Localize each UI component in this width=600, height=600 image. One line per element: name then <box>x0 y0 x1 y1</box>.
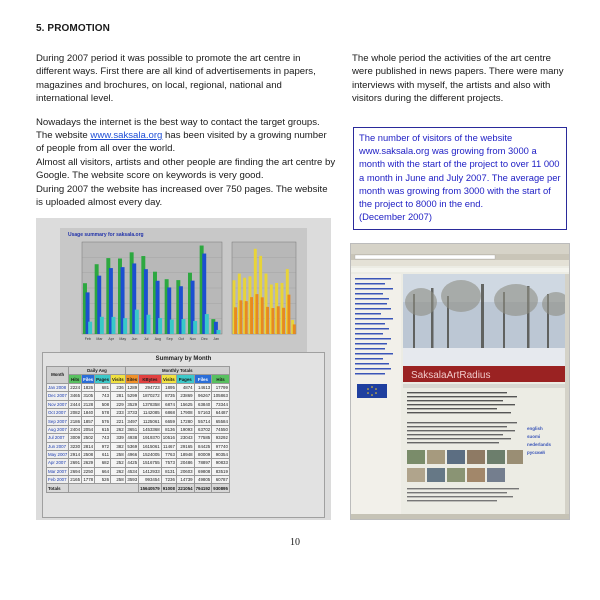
month-cell[interactable]: Jul 2007 <box>47 434 69 442</box>
table-cell: 73344 <box>212 400 230 408</box>
totals-cell: 930895 <box>213 485 228 491</box>
table-cell: 682 <box>95 459 111 467</box>
month-cell[interactable]: Jan 2008 <box>47 383 69 391</box>
lang-english[interactable]: english <box>527 426 543 431</box>
table-cell: 11467 <box>163 443 175 449</box>
table-cell: 2814 <box>83 443 94 449</box>
table-cell: 2054 <box>83 426 94 432</box>
table-cell: 252 <box>111 459 126 467</box>
table-cell: 3105 <box>83 393 94 399</box>
table-cell: 93292 <box>212 434 230 442</box>
table-cell: 3465 <box>70 393 81 399</box>
table-cell: 339 <box>111 434 126 442</box>
paragraph-internet-before: Nowadays the internet is the best way to contact the target groups. The website <box>36 116 320 142</box>
table-cell: 55714 <box>194 417 212 425</box>
paragraph-internet-after: has been visited by a growing number of people from all over the world. <box>36 130 327 155</box>
table-cell: 281 <box>111 392 126 400</box>
web-statistics-image <box>36 218 331 520</box>
table-cell: 6868 <box>161 408 176 416</box>
table-cell: 2629 <box>83 460 94 466</box>
bar-right-series-1-Apr <box>245 301 248 334</box>
lang-suomi[interactable]: suomi <box>527 434 541 439</box>
monthly-sites-header: Sites <box>126 376 138 382</box>
table-cell: 294723 <box>139 383 162 391</box>
bar-right-series-1-Aug <box>266 307 269 334</box>
table-cell: 1895 <box>161 383 176 391</box>
website-screenshot-art <box>351 244 570 520</box>
table-cell: 17280 <box>176 417 194 425</box>
table-cell: 1826 <box>83 384 94 390</box>
monthly-kbytes-header: KBytes <box>139 375 162 383</box>
bar-right-series-1-Dec <box>287 295 290 334</box>
table-cell: 80009 <box>194 450 212 458</box>
bar-left-series-2-Aug <box>158 318 162 334</box>
table-cell: 90833 <box>212 459 230 467</box>
table-cell: 20486 <box>176 459 194 467</box>
bar-left-series-2-Mar <box>100 317 104 334</box>
x-tick-label: May <box>119 337 127 341</box>
table-row <box>47 408 230 416</box>
table-cell: 90354 <box>212 450 230 458</box>
bar-right-series-1-May <box>250 297 253 334</box>
bar-right-series-1-Nov <box>282 308 285 334</box>
table-cell: 1516755 <box>139 459 162 467</box>
table-cell: 18948 <box>176 450 194 458</box>
table-cell: 2404 <box>70 426 81 432</box>
daily-visits-header: Visits <box>112 376 124 382</box>
table-cell: 2250 <box>83 468 94 474</box>
table-cell: 23043 <box>176 434 194 442</box>
bar-right-series-1-Sep <box>271 308 274 334</box>
x-tick-label: Mar <box>96 337 103 341</box>
table-cell: 7763 <box>161 450 176 458</box>
paragraph-website-pages: During 2007 the website has increased over 750 pages. The website is uploaded almost every day. <box>36 183 328 209</box>
table-cell: 69808 <box>194 467 212 475</box>
table-cell: 508 <box>95 400 111 408</box>
table-cell: 664 <box>95 467 111 475</box>
totals-cell: 794192 <box>195 485 211 491</box>
table-cell: 96267 <box>194 392 212 400</box>
month-cell[interactable]: Jun 2007 <box>47 442 69 450</box>
table-cell: 258 <box>111 450 126 458</box>
table-cell: 4966 <box>125 450 139 458</box>
page-number: 10 <box>290 537 300 548</box>
totals-label: Totals <box>47 484 69 492</box>
x-tick-label: Feb <box>84 337 91 341</box>
daily-files-header: Files <box>83 376 94 382</box>
paragraph-promotion: During 2007 period it was possible to promote the art centre in different ways. First there are all kind of advertisements in papers, magazines and brochures, on local, regional, national and international level. <box>36 53 316 105</box>
table-row <box>47 467 230 475</box>
callout-text: The number of visitors of the website www.saksala.org was growing from 3000 a month with the start of the project to over 11 000 a month in June and July 2007. The average per month was growing from 3000 with the start of the project to 8000 in the end. <box>359 132 561 210</box>
table-cell: 60787 <box>212 476 230 484</box>
daily-avg-header: Daily Avg <box>69 367 125 375</box>
table-cell: 262 <box>111 467 126 475</box>
table-cell: 743 <box>95 434 111 442</box>
x-tick-label: Sep <box>166 337 173 341</box>
paragraph-news-papers: The whole period the activities of the art centre were published in news papers. There were many interviews with myself, the artists and also with visitors during the different projects. <box>352 53 564 105</box>
monthly-totals-header: Monthly Totals <box>125 367 229 375</box>
summary-title: Summary by Month <box>155 356 212 362</box>
table-cell: 576 <box>95 417 111 425</box>
table-cell: 3230 <box>70 443 81 449</box>
monthly-pages-header: Pages <box>176 375 194 383</box>
lang-nederlands[interactable]: nederlands <box>527 442 552 447</box>
table-cell: 63840 <box>194 400 212 408</box>
table-cell: 1524005 <box>139 450 162 458</box>
table-cell: 78897 <box>194 459 212 467</box>
totals-spacer <box>69 484 139 492</box>
lang-russian[interactable]: русский <box>527 450 545 455</box>
table-cell: 3733 <box>125 408 139 416</box>
summary-by-month <box>42 352 325 518</box>
table-cell: 7573 <box>161 459 176 467</box>
table-cell: 2691 <box>70 460 81 466</box>
table-cell: 526 <box>95 476 111 484</box>
daily-hits-header: Hits <box>69 375 82 383</box>
table-cell: 3497 <box>125 417 139 425</box>
table-cell: 681 <box>95 383 111 391</box>
table-cell: 993454 <box>139 476 162 484</box>
table-cell: 1778 <box>83 477 94 483</box>
section-heading: 5. PROMOTION <box>36 23 110 34</box>
table-cell: 4534 <box>125 467 139 475</box>
table-cell: 97740 <box>212 442 230 450</box>
table-cell: 3009 <box>70 435 81 441</box>
totals-cell: 91008 <box>162 485 175 491</box>
table-cell: 615 <box>95 425 111 433</box>
month-cell[interactable]: Feb 2007 <box>47 476 69 484</box>
table-cell: 382 <box>111 442 126 450</box>
table-cell: 743 <box>95 392 111 400</box>
saksala-website-link[interactable]: www.saksala.org <box>90 130 163 142</box>
month-cell[interactable]: Dec 2007 <box>48 393 67 399</box>
month-cell[interactable]: Mar 2007 <box>47 467 69 475</box>
bar-right-series-1-Jul <box>261 297 264 334</box>
website-logo-text: SaksalaArtRadius <box>411 370 491 381</box>
monthly-files-header: Files <box>194 375 212 383</box>
table-row <box>47 383 230 391</box>
paragraph-internet <box>36 116 336 210</box>
totals-row <box>47 484 230 492</box>
bar-left-series-2-Jul <box>146 315 150 334</box>
bar-left-series-2-Feb <box>88 322 92 334</box>
table-cell: 1412933 <box>139 467 162 475</box>
table-cell: 1378358 <box>139 400 162 408</box>
bar-left-series-2-May <box>123 318 127 334</box>
table-cell: 2165 <box>70 477 81 483</box>
table-cell: 2508 <box>83 452 94 458</box>
table-cell: 8131 <box>161 467 176 475</box>
col-month-header: Month <box>47 367 69 384</box>
table-cell: 972 <box>95 442 111 450</box>
x-tick-label: Aug <box>154 337 162 341</box>
table-cell: 4874 <box>176 383 194 391</box>
table-cell: 14613 <box>194 383 212 391</box>
table-cell: 1142085 <box>139 408 162 416</box>
x-tick-label: Dec <box>201 337 208 341</box>
table-cell: 3529 <box>125 400 139 408</box>
bar-left-series-2-Dec <box>205 314 209 334</box>
table-cell: 221 <box>111 417 126 425</box>
x-tick-label: Jan <box>213 337 220 341</box>
table-row <box>47 425 230 433</box>
bar-left-series-2-Sep <box>170 320 174 334</box>
chart-title: Usage summary for saksala.org <box>68 232 144 238</box>
bar-left-series-2-Apr <box>111 317 115 334</box>
x-tick-label: Oct <box>178 337 184 341</box>
table-cell: 23869 <box>176 392 194 400</box>
callout-date: (December 2007) <box>359 211 432 223</box>
table-row <box>47 459 230 467</box>
table-cell: 1453368 <box>139 425 162 433</box>
table-cell: 2444 <box>70 401 81 407</box>
table-cell: 19093 <box>176 425 194 433</box>
paragraph-google: Almost all visitors, artists and other people are finding the art centre by Google. The website score on keywords is very good. <box>36 156 336 182</box>
month-cell[interactable]: Apr 2007 <box>47 459 69 467</box>
table-cell: 2186 <box>70 418 81 424</box>
month-cell[interactable]: Aug 2007 <box>48 426 67 432</box>
table-cell: 3593 <box>125 476 139 484</box>
table-cell: 2128 <box>83 401 94 407</box>
table-cell: 5369 <box>125 442 139 450</box>
table-cell: 1840 <box>83 410 94 416</box>
table-cell: 1615061 <box>139 442 162 450</box>
table-cell: 63702 <box>194 425 212 433</box>
table-row <box>47 476 230 484</box>
x-tick-label: Nov <box>189 337 197 341</box>
summary-table <box>46 366 230 493</box>
totals-cell: 15640579 <box>140 485 160 491</box>
table-cell: 229 <box>111 400 126 408</box>
table-cell: 83519 <box>212 467 230 475</box>
bar-right-series-1-Mar <box>239 300 242 334</box>
table-row <box>47 450 230 458</box>
table-cell: 258 <box>111 476 126 484</box>
visitor-stats-callout <box>353 127 567 230</box>
bar-left-series-2-Jan <box>216 330 220 334</box>
table-cell: 8136 <box>161 425 176 433</box>
table-cell: 6874 <box>161 400 176 408</box>
table-row <box>47 434 230 442</box>
table-cell: 29165 <box>176 442 194 450</box>
table-cell: 65584 <box>212 417 230 425</box>
table-cell: 2914 <box>70 452 81 458</box>
table-cell: 2502 <box>83 435 94 441</box>
table-cell: 1857 <box>83 418 94 424</box>
table-cell: 74550 <box>212 425 230 433</box>
table-cell: 2224 <box>70 384 81 390</box>
month-cell[interactable]: Oct 2007 <box>47 408 69 416</box>
table-cell: 20603 <box>176 467 194 475</box>
bar-left-series-2-Nov <box>193 321 197 334</box>
right-column <box>352 52 574 106</box>
table-cell: 64487 <box>212 408 230 416</box>
table-cell: 6659 <box>161 417 176 425</box>
bar-left-series-2-Oct <box>181 319 185 334</box>
table-cell: 611 <box>95 450 111 458</box>
website-screenshot <box>350 243 570 520</box>
table-cell: 1289 <box>125 383 139 391</box>
table-cell: 15625 <box>176 400 194 408</box>
table-cell: 233 <box>111 408 126 416</box>
usage-chart <box>60 228 307 352</box>
monthly-visits-header: Visits <box>163 376 175 382</box>
x-tick-label: Jun <box>131 337 138 341</box>
table-cell: 262 <box>111 425 126 433</box>
table-cell: 578 <box>95 408 111 416</box>
table-cell: 5299 <box>125 392 139 400</box>
table-cell: 1919370 <box>139 434 162 442</box>
bar-right-series-1-Feb <box>234 307 237 334</box>
bar-left-series-2-Jun <box>135 310 139 334</box>
table-cell: 3651 <box>125 425 139 433</box>
table-cell: 236 <box>111 383 126 391</box>
left-column <box>36 52 336 219</box>
table-cell: 4938 <box>125 434 139 442</box>
month-cell[interactable]: Nov 2007 <box>48 401 67 407</box>
table-cell: 1870272 <box>139 392 162 400</box>
table-cell: 17908 <box>176 408 194 416</box>
table-cell: 57163 <box>194 408 212 416</box>
table-cell: 2694 <box>70 468 81 474</box>
table-cell: 77585 <box>194 434 212 442</box>
usage-chart-panel <box>60 228 307 352</box>
bar-right-series-1-Jan <box>293 324 296 334</box>
x-tick-label: Apr <box>108 337 114 341</box>
x-tick-label: Jul <box>143 337 149 341</box>
table-cell: 8735 <box>161 392 176 400</box>
table-cell: 2082 <box>70 410 81 416</box>
table-row <box>47 417 230 425</box>
daily-pages-header: Pages <box>96 376 110 382</box>
table-cell: 14739 <box>176 476 194 484</box>
table-cell: 4425 <box>125 459 139 467</box>
table-cell: 17799 <box>212 383 230 391</box>
table-row <box>47 442 230 450</box>
monthly-hits-header: Hits <box>212 375 230 383</box>
month-cell[interactable]: Sep 2007 <box>48 418 67 424</box>
table-cell: 105863 <box>213 393 228 399</box>
table-cell: 84425 <box>194 442 212 450</box>
totals-cell: 221054 <box>177 485 193 491</box>
table-cell: 1125061 <box>139 417 162 425</box>
bar-right-series-1-Oct <box>277 306 280 334</box>
table-cell: 49805 <box>194 476 212 484</box>
month-cell[interactable]: May 2007 <box>48 452 68 458</box>
table-cell: 7236 <box>161 476 176 484</box>
table-cell: 10516 <box>162 435 175 441</box>
table-row <box>47 400 230 408</box>
bar-right-series-1-Jun <box>255 294 258 334</box>
table-row <box>47 392 230 400</box>
